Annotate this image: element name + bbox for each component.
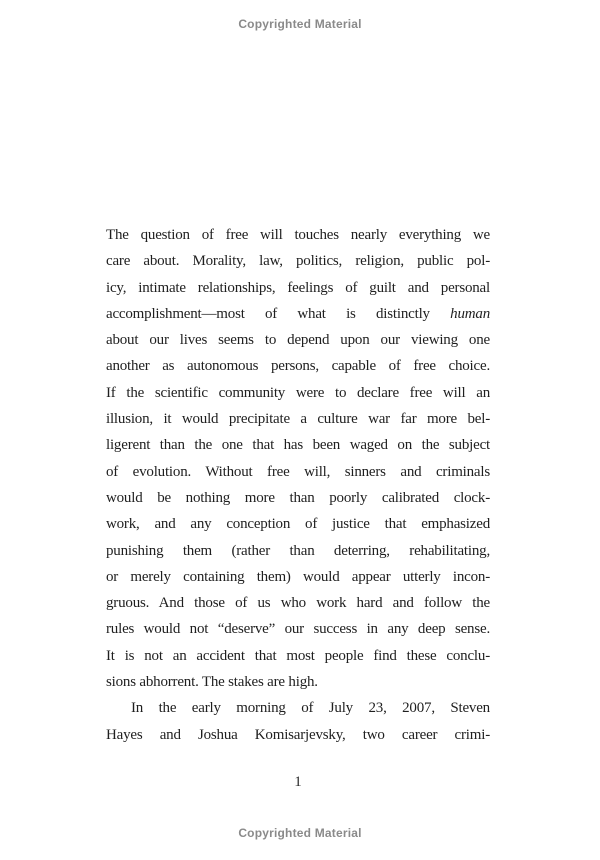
text-segment: ligerent than the one that has been waged on the subject: [106, 437, 490, 454]
text-line: [106, 248, 490, 274]
text-segment: gruous. And those of us who work hard and follow the: [106, 595, 490, 612]
text-segment: Hayes and Joshua Komisarjevsky, two career crimi-: [106, 726, 490, 743]
text-line: [106, 275, 490, 301]
text-segment: work, and any conception of justice that emphasized: [106, 516, 490, 533]
text-line: [106, 301, 490, 327]
text-line: [106, 564, 490, 590]
italic-text: human: [450, 305, 490, 322]
text-segment: about our lives seems to depend upon our viewing one: [106, 332, 490, 349]
text-segment: rules would not “deserve” our success in any deep sense.: [106, 621, 490, 638]
text-segment: care about. Morality, law, politics, religion, public pol-: [106, 253, 490, 270]
text-line: [106, 669, 490, 695]
text-line: [106, 616, 490, 642]
text-line: [106, 432, 490, 458]
text-segment: punishing them (rather than deterring, rehabilitating,: [106, 542, 490, 559]
text-segment: of evolution. Without free will, sinners and criminals: [106, 463, 490, 480]
text-segment: sions abhorrent. The stakes are high.: [106, 674, 318, 691]
text-segment: The question of free will touches nearly everything we: [106, 227, 490, 243]
copyright-notice-bottom: Copyrighted Material: [238, 826, 362, 840]
text-line: [106, 643, 490, 669]
text-segment: In the early morning of July 23, 2007, Steven: [131, 700, 490, 717]
page-number: 1: [294, 774, 302, 790]
text-line: [106, 722, 490, 748]
text-line: [106, 590, 490, 616]
text-segment: would be nothing more than poorly calibrated clock-: [106, 489, 490, 506]
copyright-notice-top: Copyrighted Material: [238, 17, 362, 31]
text-segment: icy, intimate relationships, feelings of guilt and personal: [106, 279, 490, 296]
text-segment: It is not an accident that most people find these conclu-: [106, 647, 490, 664]
text-segment: illusion, it would precipitate a culture war far more bel-: [106, 411, 490, 428]
text-segment: If the scientific community were to declare free will an: [106, 384, 490, 401]
text-line: [106, 353, 490, 379]
page-text: [106, 222, 490, 748]
text-line: [106, 459, 490, 485]
text-line: [106, 380, 490, 406]
text-line: [106, 222, 490, 248]
text-line: [106, 327, 490, 353]
text-segment: or merely containing them) would appear utterly incon-: [106, 568, 490, 585]
text-line: [106, 406, 490, 432]
text-line: [106, 695, 490, 721]
text-line: [106, 511, 490, 537]
text-line: [106, 485, 490, 511]
text-line: [106, 538, 490, 564]
text-segment: another as autonomous persons, capable of free choice.: [106, 358, 490, 375]
text-segment: accomplishment—most of what is distinctly: [106, 305, 451, 322]
